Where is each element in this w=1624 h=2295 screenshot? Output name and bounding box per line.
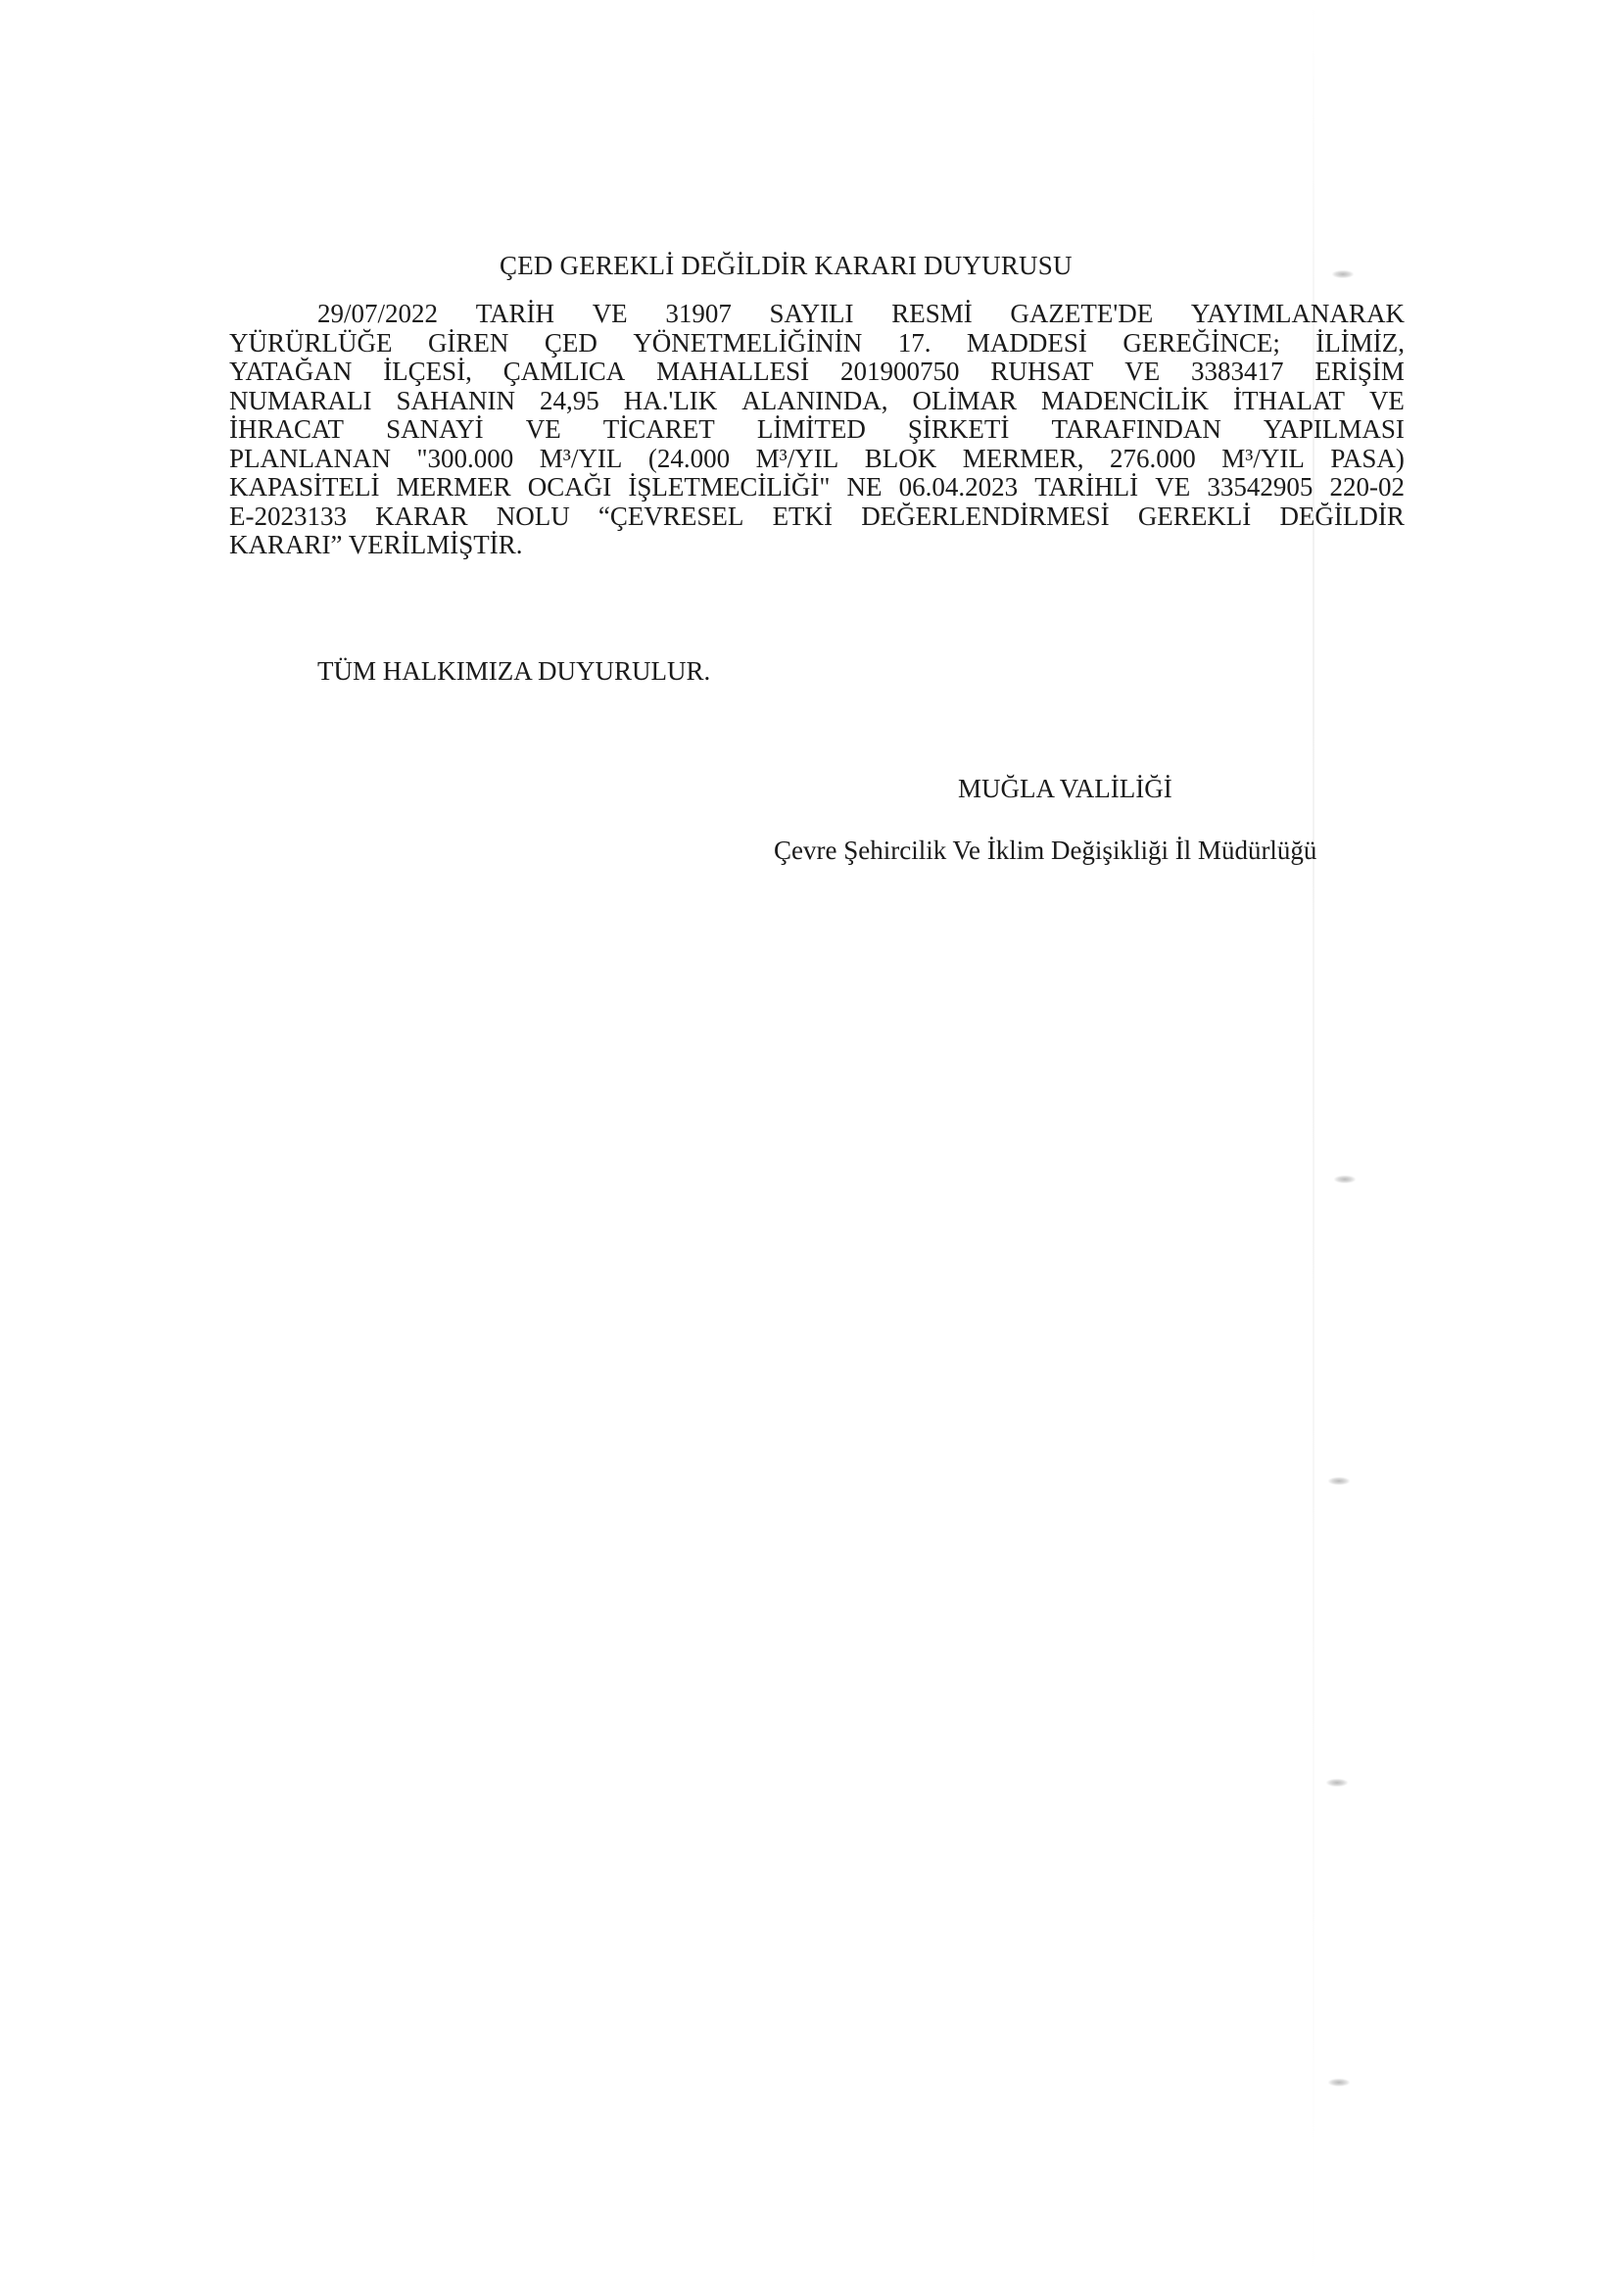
announcement-body <box>229 300 1405 560</box>
body-word: 220-02 <box>1329 472 1405 502</box>
body-word: ETKİ <box>772 501 834 531</box>
body-word: İTHALAT <box>1232 385 1345 415</box>
body-word: OCAĞI <box>527 472 612 502</box>
body-word: GEREĞİNCE; <box>1122 327 1280 358</box>
body-word: 24,95 <box>539 385 599 415</box>
body-word: (24.000 <box>647 443 731 473</box>
body-word: YÜRÜRLÜĞE <box>229 327 393 358</box>
body-word: SANAYİ <box>386 414 484 444</box>
body-line <box>229 358 1405 387</box>
body-word: TİCARET <box>602 414 715 444</box>
body-word: BLOK <box>864 443 937 473</box>
body-word: MERMER <box>396 472 511 502</box>
body-word: “ÇEVRESEL <box>597 501 744 531</box>
body-line <box>229 300 1405 329</box>
scan-speck <box>1334 1175 1356 1183</box>
body-word: TARİH <box>475 299 555 328</box>
body-word: İŞLETMECİLİĞİ" <box>628 472 831 502</box>
body-word: YAPILMASI <box>1263 414 1405 444</box>
body-word: 3383417 <box>1191 357 1284 386</box>
body-line <box>229 502 1405 532</box>
body-word: GAZETE'DE <box>1010 299 1154 328</box>
body-word: ÇAMLICA <box>502 357 626 386</box>
body-word: 33542905 <box>1207 472 1314 502</box>
body-word: KARARI” VERİLMİŞTİR. <box>229 530 523 559</box>
body-word: PASA) <box>1330 443 1405 473</box>
body-word: "300.000 <box>416 443 514 473</box>
body-word: MADENCİLİK <box>1041 385 1209 415</box>
body-line <box>229 329 1405 359</box>
body-word: TARAFINDAN <box>1051 414 1221 444</box>
body-word: SAYILI <box>769 299 854 328</box>
body-line <box>229 531 1405 560</box>
body-word: NE <box>846 472 883 502</box>
scan-speck <box>1332 270 1354 278</box>
scan-speck <box>1328 1477 1350 1485</box>
body-word: TARİHLİ <box>1034 472 1139 502</box>
body-word: HA.'LIK <box>623 385 718 415</box>
body-word: DEĞİLDİR <box>1279 501 1405 531</box>
body-line <box>229 387 1405 416</box>
body-word: RESMİ <box>891 299 973 328</box>
body-word: 201900750 <box>839 357 960 386</box>
closing-statement: TÜM HALKIMIZA DUYURULUR. <box>317 656 711 686</box>
body-word: VE <box>592 299 628 328</box>
body-word: MAHALLESİ <box>656 357 810 386</box>
body-word: İHRACAT <box>229 414 345 444</box>
body-word: LİMİTED <box>756 414 866 444</box>
scan-speck <box>1328 2079 1350 2086</box>
body-word: İLÇESİ, <box>383 357 472 386</box>
body-word: ŞİRKETİ <box>907 414 1010 444</box>
body-word: MADDESİ <box>966 327 1087 358</box>
issuing-office: Çevre Şehircilik Ve İklim Değişikliği İl Müdürlüğü <box>774 836 1317 865</box>
body-line <box>229 473 1405 502</box>
body-word: SAHANIN <box>396 385 515 415</box>
body-word: RUHSAT <box>990 357 1094 386</box>
body-word: 06.04.2023 <box>898 472 1019 502</box>
body-word: NUMARALI <box>229 385 372 415</box>
body-word: DEĞERLENDİRMESİ <box>861 501 1110 531</box>
body-word: İLİMİZ, <box>1315 327 1405 358</box>
announcement-title: ÇED GEREKLİ DEĞİLDİR KARARI DUYURUSU <box>500 251 1073 280</box>
body-word: MERMER, <box>962 443 1084 473</box>
body-word: GİREN <box>427 327 509 358</box>
body-word: YAYIMLANARAK <box>1190 299 1405 328</box>
body-word: NOLU <box>496 501 570 531</box>
body-word: ERİŞİM <box>1314 357 1405 386</box>
issuing-authority: MUĞLA VALİLİĞİ <box>958 774 1172 803</box>
body-word: VE <box>525 414 561 444</box>
body-word: YATAĞAN <box>229 357 353 386</box>
body-word: VE <box>1368 385 1405 415</box>
body-word: M³/YIL <box>1221 443 1305 473</box>
body-word: VE <box>1155 472 1191 502</box>
body-word: OLİMAR <box>912 385 1018 415</box>
body-word: 31907 <box>665 299 732 328</box>
body-word: E-2023133 <box>229 501 347 531</box>
body-word: M³/YIL <box>539 443 623 473</box>
body-word: YÖNETMELİĞİNİN <box>633 327 863 358</box>
body-word: KAPASİTELİ <box>229 472 380 502</box>
body-word: VE <box>1124 357 1161 386</box>
body-word: ÇED <box>544 327 597 358</box>
body-line <box>229 415 1405 445</box>
body-word: M³/YIL <box>755 443 839 473</box>
body-line <box>229 445 1405 474</box>
body-word: 29/07/2022 <box>317 299 439 328</box>
body-word: ALANINDA, <box>741 385 888 415</box>
scan-speck <box>1326 1779 1348 1787</box>
body-word: KARAR <box>375 501 468 531</box>
body-word: GEREKLİ <box>1137 501 1252 531</box>
body-word: PLANLANAN <box>229 443 391 473</box>
body-word: 276.000 <box>1110 443 1196 473</box>
body-word: 17. <box>897 327 931 358</box>
